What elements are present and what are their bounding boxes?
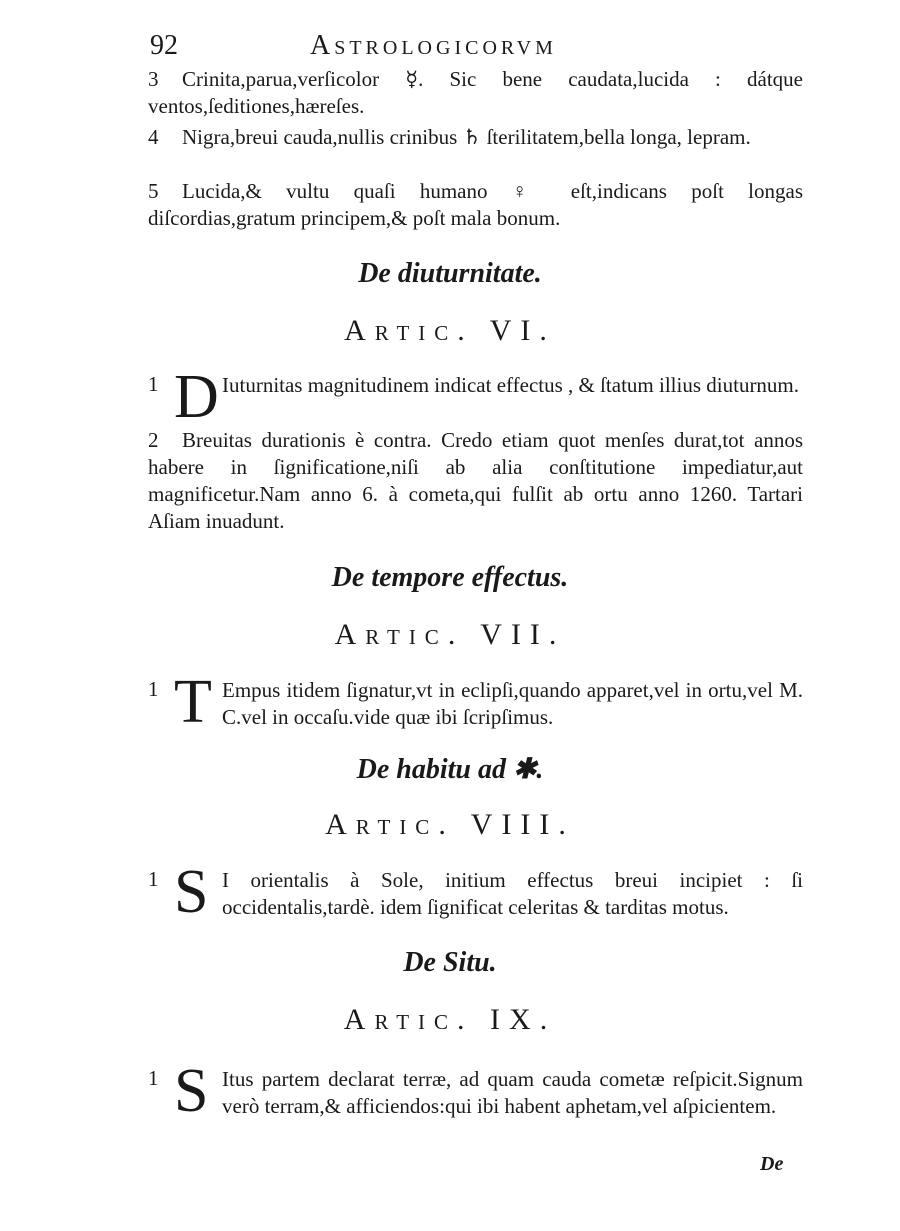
drop-cap: S [174,1057,209,1125]
paragraph-number: 1 [148,677,159,701]
paragraph-3 [148,66,803,120]
paragraph-text: I orientalis à Sole, initium effectus breui incipiet : ſi occidentalis,tardè. idem ſignificat celeritas & tarditas motus. [222,868,803,919]
drop-cap: T [174,668,212,736]
paragraph-number: 2 [148,428,159,452]
article-title-vi: Artic. VI. [344,314,556,347]
article-title-vii: Artic. VII. [334,618,566,651]
section-heading-diuturnitate: De diuturnitate. [358,258,542,289]
article-viii-paragraph-1 [148,858,803,926]
running-title: Astrologicorvm [310,30,557,61]
paragraph-4 [148,124,803,151]
page-number: 92 [150,30,178,61]
article-title-viii: Artic. VIII. [325,808,575,841]
paragraph-number: 1 [148,867,159,891]
paragraph-number: 1 [148,1066,159,1090]
drop-cap: D [174,363,219,431]
article-ix-paragraph-1 [148,1057,803,1125]
article-title-ix: Artic. IX. [343,1003,557,1036]
paragraph-5 [148,178,803,232]
section-heading-situ: De Situ. [403,947,497,978]
paragraph-number: 5 [148,179,159,203]
section-heading-habitu: De habitu ad ✱. [356,754,544,785]
paragraph-text: Lucida,& vultu quaſi humano ♀ eſt,indicans poſt longas diſcordias,gratum principem,& poſt mala bonum. [148,179,803,230]
drop-cap: S [174,858,209,926]
section-heading-tempore-effectus: De tempore effectus. [331,562,569,593]
paragraph-number: 3 [148,67,159,91]
paragraph-text: Breuitas durationis è contra. Credo etiam quot menſes durat,tot annos habere in ſignificatione,niſi ab alia conſtitutione impediatur,aut magnificetur.Nam anno 6. à cometa,qui fulſit ab ortu anno 1260. Tartari Aſiam inuadunt. [148,428,803,533]
article-vi-paragraph-1 [148,363,803,431]
paragraph-text: Iuturnitas magnitudinem indicat effectus , & ſtatum illius diuturnum. [222,373,800,397]
paragraph-text: Empus itidem ſignatur,vt in eclipſi,quando apparet,vel in ortu,vel M. C.vel in occaſu.vide quæ ibi ſcripſimus. [222,678,803,729]
paragraph-text: Itus partem declarat terræ, ad quam cauda cometæ reſpicit.Signum verò terram,& afficiendos:qui ibi habent aphetam,vel aſpicientem. [222,1067,803,1118]
running-head [150,30,800,70]
catchword: De [760,1153,784,1175]
article-vii-paragraph-1 [148,668,803,736]
paragraph-number: 4 [148,125,159,149]
paragraph-text: Nigra,breui cauda,nullis crinibus ♄ ſterilitatem,bella longa, lepram. [182,125,751,149]
paragraph-number: 1 [148,372,159,396]
article-vi-paragraph-2 [148,427,803,535]
paragraph-text: Crinita,parua,verſicolor ☿. Sic bene caudata,lucida : dátque ventos,ſeditiones,hæreſes. [148,67,803,118]
